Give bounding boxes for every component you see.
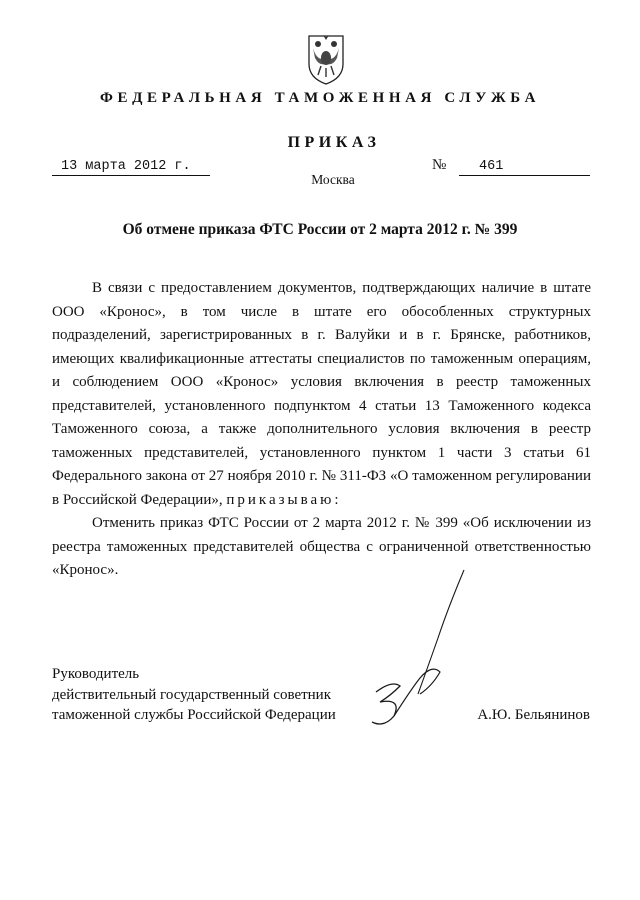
signatory-title-line-2: действительный государственный советник xyxy=(52,686,332,703)
order-subject: Об отмене приказа ФТС России от 2 марта 2012 г. № 399 xyxy=(122,221,518,238)
signatory-title-line-1: Руководитель xyxy=(52,666,140,682)
body-paragraph-2: Отменить приказ ФТС России от 2 марта 2012 г. № 399 «Об исключении из реестра таможенных представителей общества с ограниченной ответственностью «Кронос». xyxy=(52,515,591,578)
order-date: 13 марта 2012 г. xyxy=(52,158,210,176)
body-paragraph-1 xyxy=(52,277,591,512)
order-number-label: № xyxy=(432,157,447,173)
order-city: Москва xyxy=(311,172,355,187)
russian-coat-of-arms-icon xyxy=(303,28,349,86)
order-title: ПРИКАЗ xyxy=(287,134,381,151)
agency-name: ФЕДЕРАЛЬНАЯ ТАМОЖЕННАЯ СЛУЖБА xyxy=(99,90,541,106)
signatory-name: А.Ю. Бельянинов xyxy=(477,707,590,723)
directive-word: приказываю: xyxy=(226,491,342,508)
order-body xyxy=(52,277,591,583)
signatory-title-line-3: таможенной службы Российской Федерации xyxy=(52,707,336,723)
paragraph-1-text: В связи с предоставлением документов, подтверждающих наличие в штате ООО «Кронос», в том числе в штате его обособленных структурных подразделений, зарегистрированных в г. Валуйки и в г. Брянске, работников, имеющих квалификационные аттестаты специалистов по таможенным операциям, и соблюдением ООО «Кронос» условия включения в реестр таможенных представителей, установленного подпунктом 4 статьи 13 Таможенного кодекса Таможенного союза, а также дополнительного условия включения в реестр таможенных представителей, установленного пунктом 1 части 3 статьи 61 Федерального закона от 27 ноября 2010 г. № 311-ФЗ «О таможенном регулировании в Российской Федерации», xyxy=(52,280,591,508)
order-number: 461 xyxy=(459,158,590,176)
